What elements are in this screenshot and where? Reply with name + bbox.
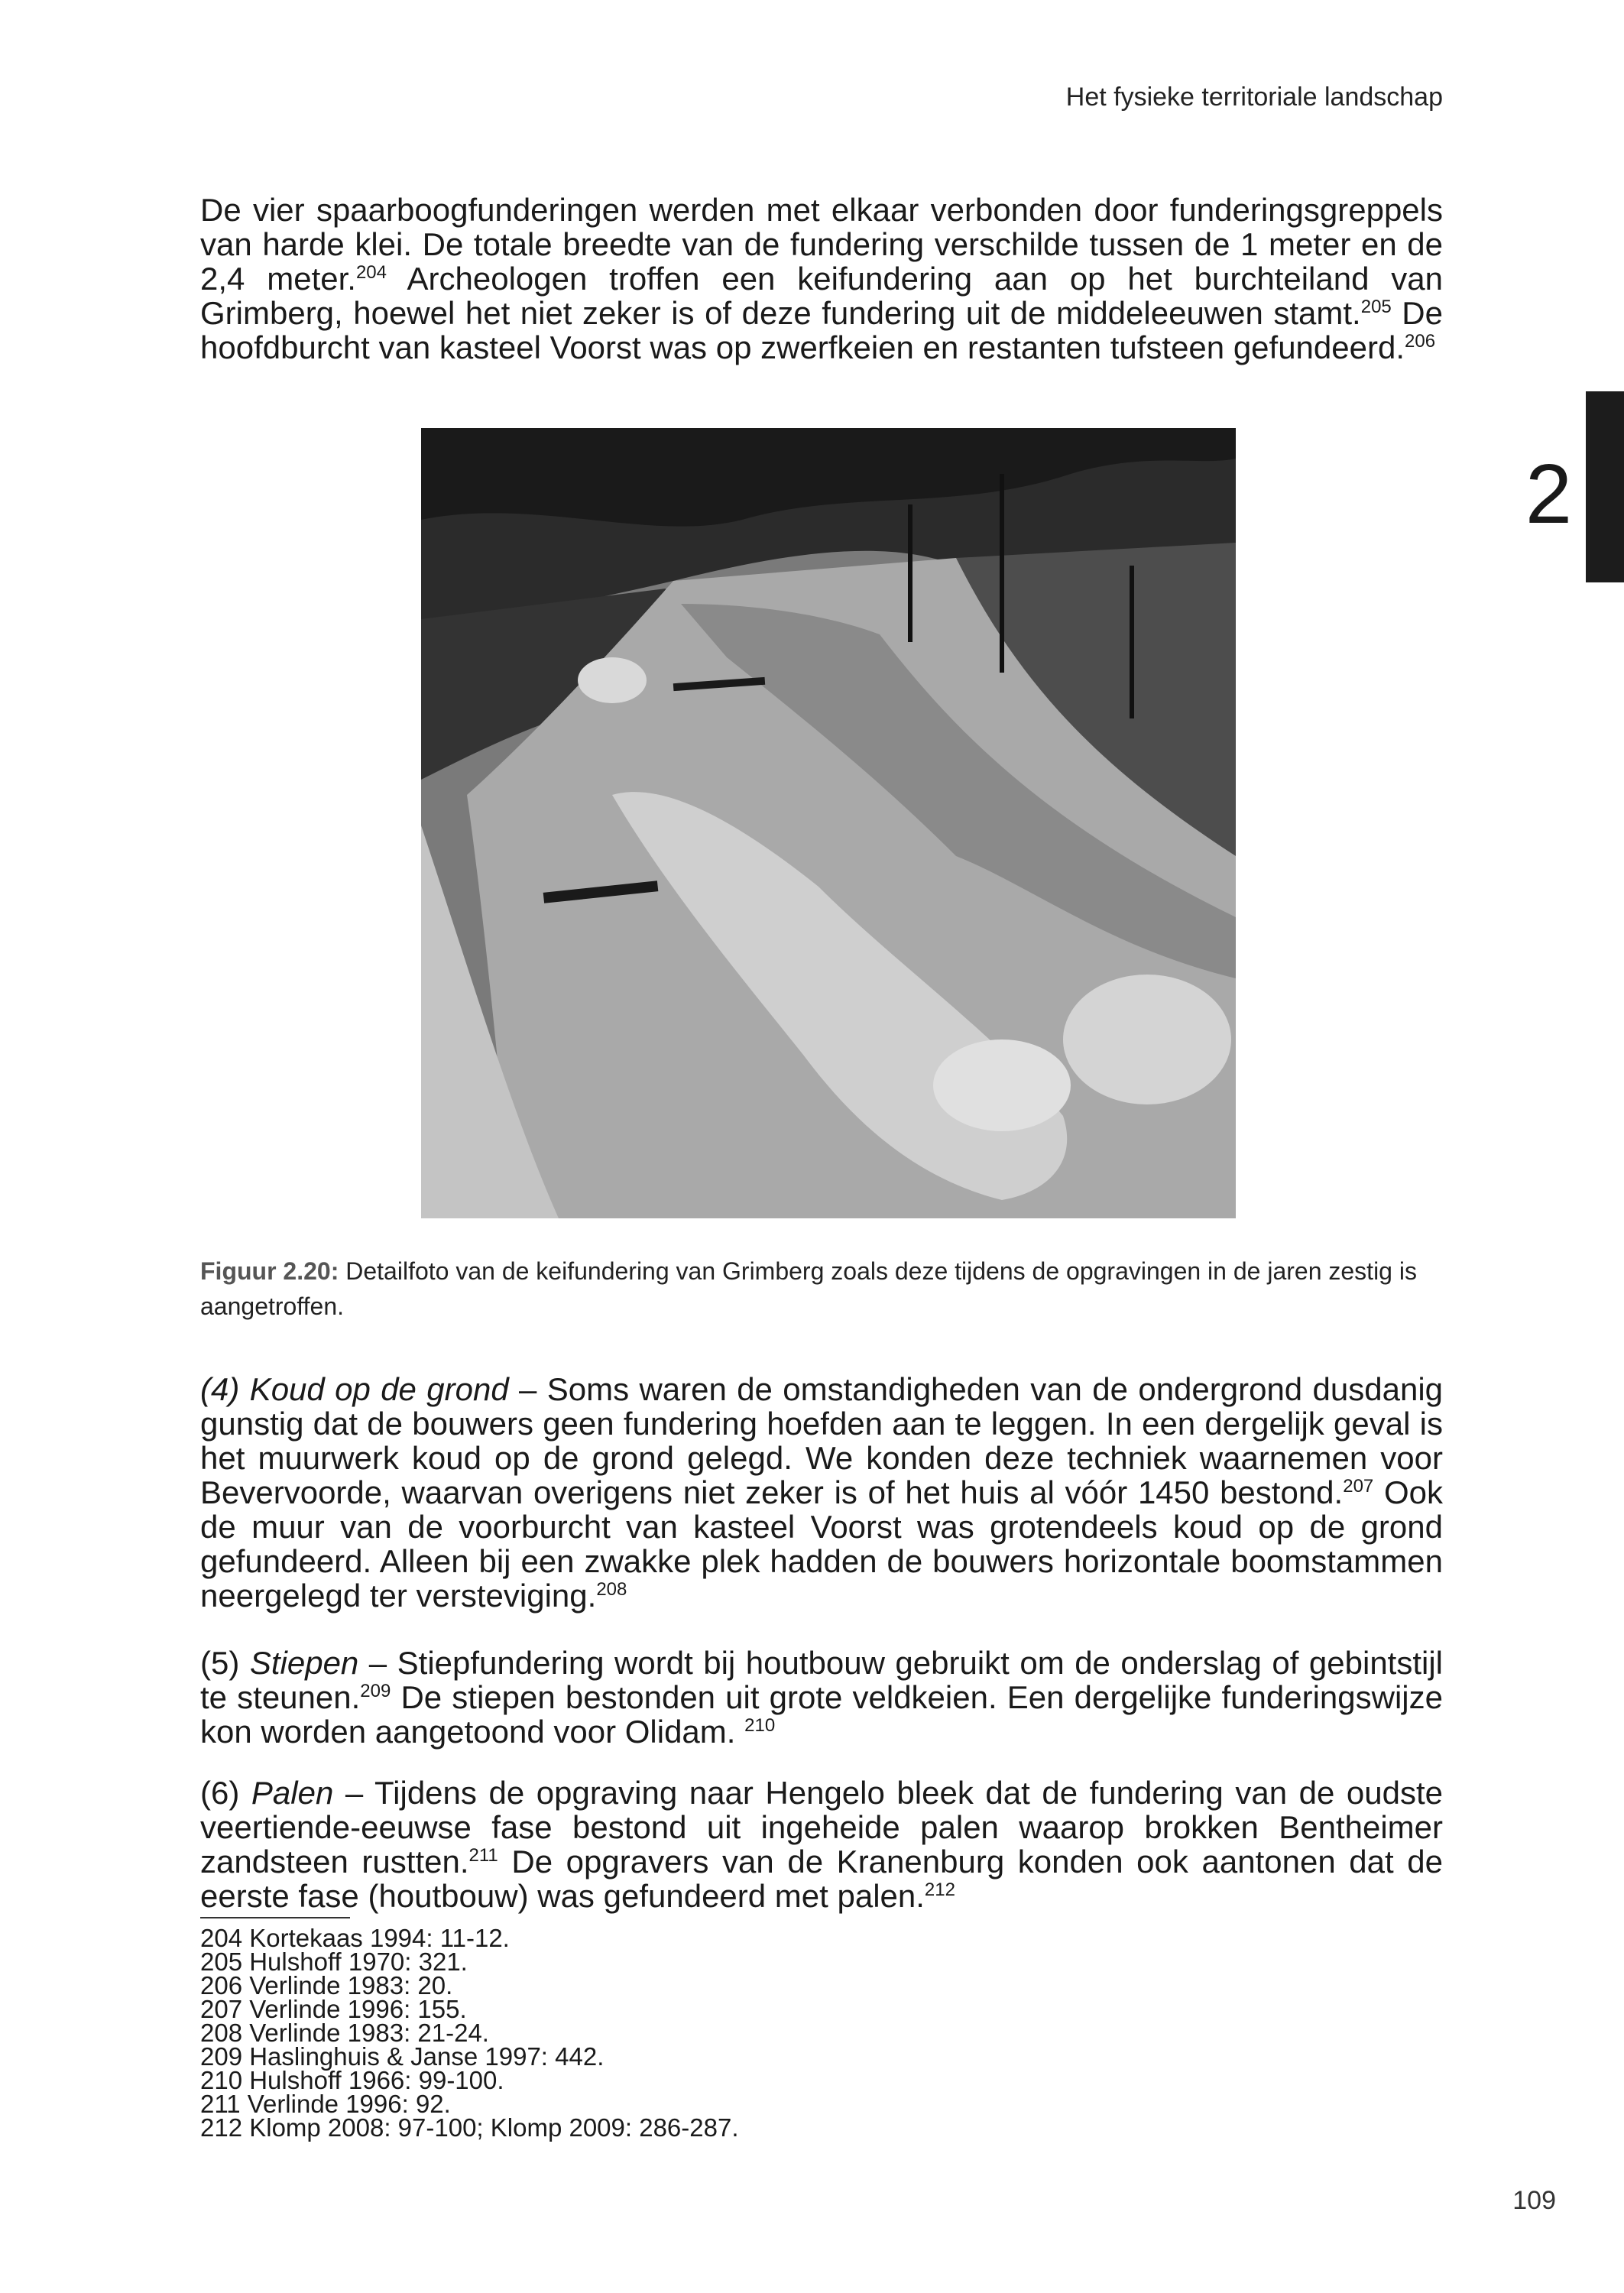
footnote-divider	[200, 1917, 350, 1918]
footnote-ref-207[interactable]: 207	[1343, 1476, 1374, 1497]
paragraph-foundations	[200, 193, 1443, 365]
footnote-item: 209 Haslinghuis & Janse 1997: 442.	[200, 2042, 605, 2071]
paragraph-stiepen	[200, 1646, 1443, 1749]
footnote-ref-204[interactable]: 204	[355, 262, 387, 283]
footnote-item: 210 Hulshoff 1966: 99-100.	[200, 2066, 504, 2094]
p2-text-1: – Soms waren de omstandigheden van de ondergrond dusdanig gunstig dat de bouwers geen fundering hoefden aan te leggen. In een dergelijk geval is het muurwerk koud op de grond gelegd. We konden deze techniek waarnemen voor Bevervoorde, waarvan overigens niet zeker is of het huis al vóór 1450 bestond.	[200, 1371, 1444, 1510]
footnote-item: 206 Verlinde 1983: 20.	[200, 1971, 453, 1999]
p4-text-2: De opgravers van de Kranenburg konden ook aantonen dat de eerste fase (houtbouw) was gefundeerd met palen.	[200, 1844, 1443, 1914]
p2-heading: (4) Koud op de grond	[200, 1371, 509, 1407]
p2-text-2: Ook de muur van de voorburcht van kasteel Voorst was grotendeels koud op de grond gefundeerd. Alleen bij een zwakke plek hadden de bouwers horizontale boomstammen neergelegd ter versteviging.	[200, 1474, 1443, 1614]
footnote-list	[200, 1924, 1270, 2142]
footnote-ref-212[interactable]: 212	[924, 1879, 955, 1900]
footnote-item: 205 Hulshoff 1970: 321.	[200, 1948, 468, 1976]
figure-caption-text: Detailfoto van de keifundering van Grimberg zoals deze tijdens de opgravingen in de jaren zestig is aangetroffen.	[200, 1257, 1417, 1320]
p3-text-2: De stiepen bestonden uit grote veldkeien. Een dergelijke funderingswijze kon worden aangetoond voor Olidam.	[200, 1679, 1444, 1750]
footnote-ref-210[interactable]: 210	[744, 1715, 776, 1736]
footnote-ref-205[interactable]: 205	[1360, 297, 1392, 317]
footnote-ref-211[interactable]: 211	[468, 1845, 498, 1866]
footnote-ref-209[interactable]: 209	[360, 1681, 391, 1701]
p4-text-1: – Tijdens de opgraving naar Hengelo bleek dat de fundering van de oudste veertiende-eeuwse fase bestond uit ingeheide palen waarop brokken Bentheimer zandsteen rustten.	[200, 1775, 1444, 1879]
paragraph-koud-op-de-grond	[200, 1372, 1443, 1613]
p1-text-3: De hoofdburcht van kasteel Voorst was op zwerfkeien en restanten tufsteen gefundeerd.	[200, 295, 1443, 365]
footnote-item: 211 Verlinde 1996: 92.	[200, 2090, 451, 2118]
footnote-item: 207 Verlinde 1996: 155.	[200, 1995, 467, 2023]
p1-text-2: Archeologen troffen een keifundering aan op het burchteiland van Grimberg, hoewel het niet zeker is of deze fundering uit de middeleeuwen stamt.	[200, 261, 1443, 331]
footnote-ref-208[interactable]: 208	[596, 1579, 627, 1600]
figure-label: Figuur 2.20:	[200, 1257, 339, 1285]
p4-prefix: (6)	[200, 1775, 251, 1811]
footnote-item: 208 Verlinde 1983: 21-24.	[200, 2019, 489, 2047]
p3-prefix: (5)	[200, 1645, 250, 1681]
p3-heading: Stiepen	[249, 1645, 359, 1681]
page-number: 109	[1512, 2186, 1556, 2215]
p1-text-1: De vier spaarboogfunderingen werden met elkaar verbonden door funderingsgreppels van harde klei. De totale breedte van de fundering verschilde tussen de 1 meter en de 2,4 meter.	[200, 192, 1443, 297]
chapter-tab-bar	[1586, 391, 1624, 582]
running-title: Het fysieke territoriale landschap	[1065, 83, 1443, 112]
figure-caption	[200, 1254, 1438, 1324]
paragraph-palen	[200, 1776, 1443, 1913]
p4-heading: Palen	[251, 1775, 334, 1811]
footnote-item: 212 Klomp 2008: 97-100; Klomp 2009: 286-287.	[200, 2113, 739, 2142]
footnote-ref-206[interactable]: 206	[1405, 331, 1436, 352]
chapter-number: 2	[1525, 447, 1572, 541]
excavation-photo	[421, 428, 1236, 1218]
p3-text-1: – Stiepfundering wordt bij houtbouw gebruikt om de onderslag of gebintstijl te steunen.	[200, 1645, 1444, 1715]
footnote-item: 204 Kortekaas 1994: 11-12.	[200, 1924, 510, 1952]
